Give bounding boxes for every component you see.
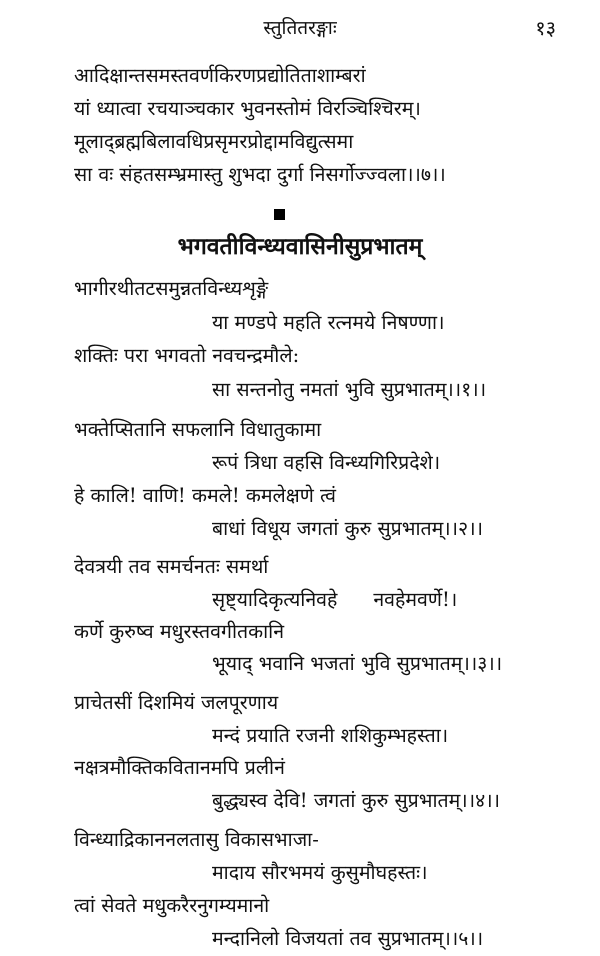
verse-line: प्राचेतसीं दिशमियं जलपूरणाय (74, 691, 279, 714)
verse-line-part: सृष्ट्यादिकृत्यनिवहे (212, 588, 338, 611)
running-head (0, 14, 600, 44)
verse-line: मन्दानिलो विजयतां तव सुप्रभातम्।।५।। (212, 927, 484, 950)
verse-line: भूयाद् भवानि भजतां भुवि सुप्रभातम्।।३।। (212, 652, 503, 675)
verse-line: सा सन्तनोतु नमतां भुवि सुप्रभातम्।।१।। (212, 378, 487, 401)
verse-line: मन्दं प्रयाति रजनी शशिकुम्भहस्ता। (212, 724, 449, 747)
page-number: १३ (535, 16, 556, 40)
verse-line: रूपं त्रिधा वहसि विन्ध्यगिरिप्रदेशे। (212, 451, 441, 474)
verse-line: बाधां विधूय जगतां कुरु सुप्रभातम्।।२।। (212, 517, 483, 540)
verse-line: देवत्रयी तव समर्चनतः समर्था (74, 555, 269, 578)
verse-line-split (212, 587, 457, 613)
verse-line: या मण्डपे महति रत्नमये निषण्णा। (212, 311, 445, 334)
verse-line-part: नवहेमवर्णे!। (373, 588, 458, 611)
verse-line: शक्तिः परा भगवतो नवचन्द्रमौले: (74, 344, 300, 367)
intro-verse-line: आदिक्षान्तसमस्तवर्णकिरणप्रद्योतिताशाम्बरां (74, 64, 366, 87)
verse-line: कर्णे कुरुष्व मधुरस्तवगीतकानि (74, 620, 285, 643)
verse-line: बुद्ध्यस्व देवि! जगतां कुरु सुप्रभातम्।।४।। (212, 789, 501, 812)
verse-line: हे कालि! वाणि! कमले! कमलेक्षणे त्वं (74, 484, 337, 507)
verse-line: नक्षत्रमौक्तिकवितानमपि प्रलीनं (74, 756, 285, 779)
intro-verse-line: मूलाद्ब्रह्मबिलावधिप्रसृमरप्रोद्दामविद्युत्समा (74, 130, 354, 153)
section-heading: भगवतीविन्ध्यवासिनीसुप्रभातम् (177, 233, 423, 260)
verse-line: भक्तेप्सितानि सफलानि विधातुकामा (74, 418, 322, 441)
verse-line: भागीरथीतटसमुन्नतविन्ध्यशृङ्गे (74, 277, 269, 300)
verse-line: त्वां सेवते मधुकरैरनुगम्यमानो (74, 894, 270, 917)
section-bullet (274, 209, 285, 220)
intro-verse-line: सा वः संहतसम्भ्रमास्तु शुभदा दुर्गा निसर्गोज्ज्वला।।७।। (74, 163, 446, 186)
verse-line: मादाय सौरभमयं कुसुमौघहस्तः। (212, 861, 428, 884)
verse-line: विन्ध्याद्रिकाननलतासु विकासभाजा- (74, 828, 319, 851)
intro-verse-line: यां ध्यात्वा रचयाञ्चकार भुवनस्तोमं विरञ्चिश्चिरम्। (74, 97, 421, 120)
running-title: स्तुतितरङ्गाः (263, 17, 337, 39)
